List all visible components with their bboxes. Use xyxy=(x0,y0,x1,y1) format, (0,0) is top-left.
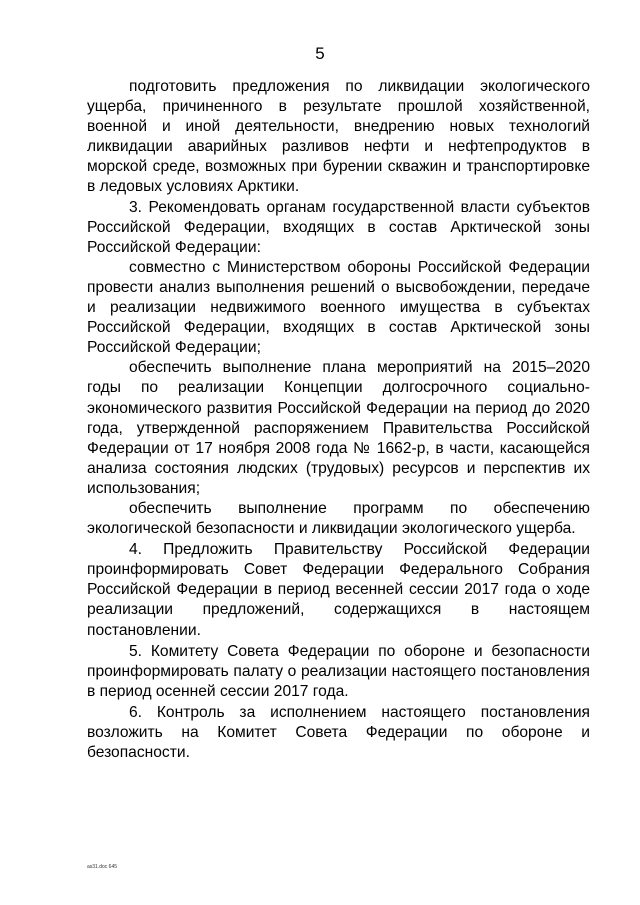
paragraph-item-3: 3. Рекомендовать органам государственной власти субъектов Российской Федерации, входящих в состав Арктической зоны Российской Федерации: xyxy=(87,198,590,256)
paragraph-item-5: 5. Комитету Совета Федерации по обороне и безопасности проинформировать палату о реализации настоящего постановления в период осенней сессии 2017 года. xyxy=(87,642,590,700)
paragraph-ministry-of-defense: совместно с Министерством обороны Российской Федерации провести анализ выполнения решений о высвобождении, передаче и реализации недвижимого военного имущества в субъектах Российской Федерации, входящих в состав Арктической зоны Российской Федерации; xyxy=(87,258,590,357)
paragraph-ecological-programs: обеспечить выполнение программ по обеспечению экологической безопасности и ликвидации экологического ущерба. xyxy=(87,499,590,538)
paragraph-item-4: 4. Предложить Правительству Российской Федерации проинформировать Совет Федерации Федерального Собрания Российской Федерации в период весенней сессии 2017 года о ходе реализации предложений, содержащихся в настоящем постановлении. xyxy=(87,541,590,639)
page-number: 5 xyxy=(315,44,325,63)
paragraph-ecological-damage: подготовить предложения по ликвидации экологического ущерба, причиненного в результате прошлой хозяйственной, военной и иной деятельности, внедрению новых технологий ликвидации аварийных разливов нефти и нефтепродуктов в морской среде, возможных при бурении скважин и транспортировке в ледовых условиях Арктики. xyxy=(87,78,590,196)
paragraph-plan-2015-2020: обеспечить выполнение плана мероприятий на 2015–2020 годы по реализации Концепции долгосрочного социально-экономического развития Российской Федерации на период до 2020 года, утвержденной распоряжением Правительства Российской Федерации от 17 ноября 2008 года № 1662-р, в части, касающейся анализа состояния людских (трудовых) ресурсов и перспектив их использования; xyxy=(87,359,590,497)
footer-file-code: as31.doc 645 xyxy=(87,864,118,870)
paragraph-item-6: 6. Контроль за исполнением настоящего постановления возложить на Комитет Совета Федерации по обороне и безопасности. xyxy=(87,703,590,762)
document-body xyxy=(87,77,590,763)
